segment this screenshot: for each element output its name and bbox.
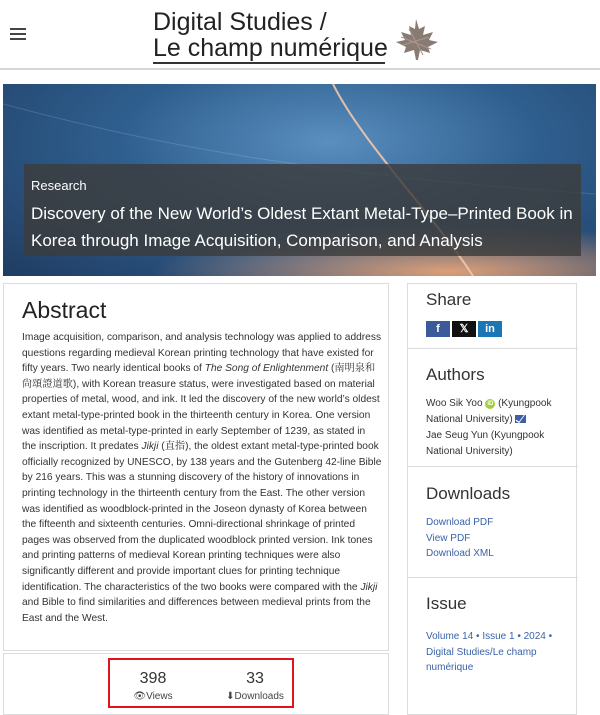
site-logo[interactable] — [153, 9, 443, 61]
downloads-label: Downloads — [234, 691, 284, 702]
site-header — [0, 0, 600, 70]
book-title: The Song of Enlightenment — [204, 363, 329, 375]
x-share-button[interactable]: 𝕏 — [452, 321, 476, 337]
book-title: Jikji — [141, 441, 159, 453]
views-label-row — [118, 691, 188, 702]
metrics-highlight-box — [108, 658, 294, 708]
abstract-text — [22, 330, 382, 626]
author-name: Woo Sik Yoo — [426, 398, 483, 409]
abstract-card — [3, 283, 389, 651]
issue-link[interactable]: Volume 14 • Issue 1 • 2024 • Digital Studies/Le champ numérique — [426, 631, 553, 673]
issue-heading: Issue — [426, 594, 467, 613]
maple-leaf-icon — [391, 17, 441, 63]
views-label: Views — [146, 691, 173, 702]
logo-line-1: Digital Studies / — [153, 8, 327, 36]
linkedin-share-button[interactable]: in — [478, 321, 502, 337]
authors-heading: Authors — [426, 365, 485, 384]
hero-title-box — [24, 164, 581, 256]
sidebar-divider — [408, 577, 578, 578]
logo-line-2: Le champ numérique — [153, 34, 388, 62]
orcid-icon[interactable]: iD — [487, 401, 494, 407]
authors-list — [426, 396, 571, 460]
share-heading: Share — [426, 290, 472, 309]
abstract-text-part: Image acquisition, comparison, and analysis technology was applied to address questions regarding medieval Korean printing technology that have existed for fifty years. Two nearly identical books of — [22, 332, 382, 375]
author-2: Jae Seug Yun (Kyungpook National University) — [426, 430, 545, 457]
eye-icon: 👁 — [133, 691, 147, 702]
sidebar-divider — [408, 348, 578, 349]
hero-banner — [3, 84, 596, 276]
sidebar-divider — [408, 466, 578, 467]
sidebar — [407, 283, 577, 715]
download-pdf-link[interactable]: Download PDF — [426, 517, 494, 528]
downloads-metric — [216, 670, 294, 702]
abstract-text-part: (南明泉和尙頌證道歌), with Korean treasure status, were investigated based on material properties of metal, wood, and ink. It led the discovery of the new world’s oldest extant metal-type-printed book in the thirteenth century in Korea. One version was identified as metal-type-printed in early September of 1239, as stated in the inscription. It predates — [22, 363, 380, 453]
downloads-label-row — [216, 691, 294, 702]
author-affiliation: (Kyungpook National University) — [426, 398, 552, 425]
views-count: 398 — [139, 670, 167, 687]
downloads-heading: Downloads — [426, 484, 511, 503]
download-icon: ⬇ — [226, 691, 235, 702]
facebook-share-button[interactable]: f — [426, 321, 450, 337]
book-title: Jikji — [360, 581, 378, 593]
metrics-card — [3, 653, 389, 715]
abstract-text-part: and Bible to find similarities and differences between medieval prints from the East and the West. — [22, 597, 371, 624]
article-title: Discovery of the New World’s Oldest Extant Metal-Type–Printed Book in Korea through Image Acquisition, Comparison, and Analysis — [31, 204, 573, 250]
views-metric — [118, 670, 188, 702]
article-type-label: Research — [31, 178, 87, 193]
abstract-heading: Abstract — [22, 297, 107, 323]
view-pdf-link[interactable]: View PDF — [426, 532, 471, 544]
hamburger-menu-icon[interactable] — [10, 28, 26, 40]
download-xml-link[interactable]: Download XML — [426, 548, 494, 559]
downloads-count: 33 — [246, 670, 264, 687]
email-icon[interactable] — [515, 415, 526, 423]
share-buttons — [426, 319, 504, 337]
downloads-list — [426, 515, 494, 562]
logo-underline — [153, 62, 385, 64]
abstract-text-part: (直指), the oldest extant metal-type-printed book officially recognized by UNESCO, by 138 years and the Gutenberg 42-line Bible by 216 years. This was a stunning discovery of the history of innovations in printing technology in the thirteenth century from the East. The other version was identified as woodblock-printed in the Joseon dynasty of Korea between the fifteenth and sixteenth centuries. Omni-directional shrinkage of printed pages was observed from the duplicated woodblock printed version. Ink tones and printing patterns of medieval Korean printing techniques were also significantly different and provide important clues for printing technique identification. The characteristics of the two books were compared with the — [22, 441, 382, 593]
